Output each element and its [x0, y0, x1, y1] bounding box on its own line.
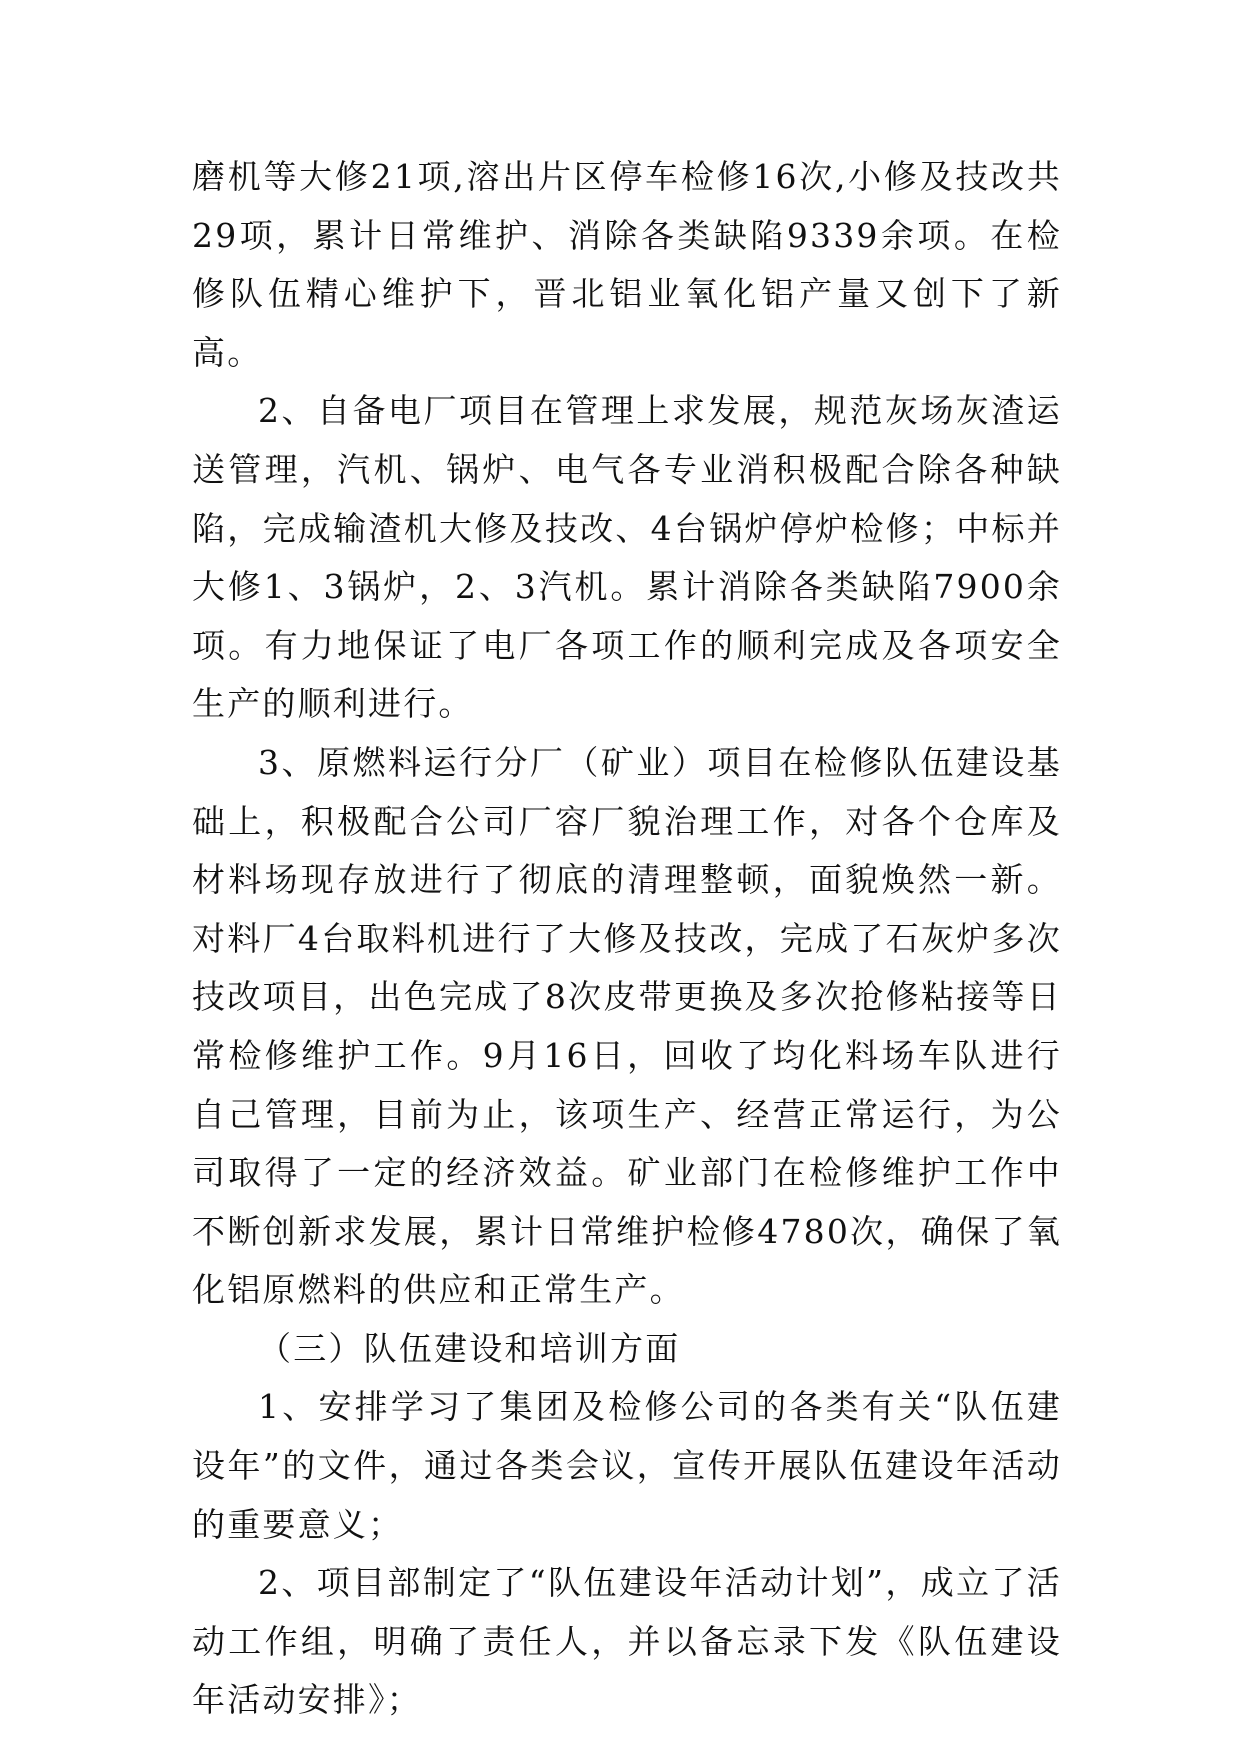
document-body — [192, 148, 1062, 1730]
paragraph-continuation: 磨机等大修21项,溶出片区停车检修16次,小修及技改共29项，累计日常维护、消除各类缺陷9339余项。在检修队伍精心维护下，晋北铝业氧化铝产量又创下了新高。 — [192, 157, 1062, 372]
section-heading-team-building: （三）队伍建设和培训方面 — [258, 1328, 681, 1368]
paragraph-mining: 3、原燃料运行分厂（矿业）项目在检修队伍建设基础上，积极配合公司厂容厂貌治理工作，对各个仓库及材料场现存放进行了彻底的清理整顿，面貌焕然一新。对料厂4台取料机进行了大修及技改，完成了石灰炉多次技改项目，出色完成了8次皮带更换及多次抢修粘接等日常检修维护工作。9月16日，回收了均化料场车队进行自己管理，目前为止，该项生产、经营正常运行，为公司取得了一定的经济效益。矿业部门在检修维护工作中不断创新求发展，累计日常维护检修4780次，确保了氧化铝原燃料的供应和正常生产。 — [192, 742, 1062, 1310]
paragraph-plan: 2、项目部制定了“队伍建设年活动计划”，成立了活动工作组，明确了责任人，并以备忘录下发《队伍建设年活动安排》； — [192, 1563, 1062, 1720]
paragraph-power-plant: 2、自备电厂项目在管理上求发展，规范灰场灰渣运送管理，汽机、锅炉、电气各专业消积极配合除各种缺陷，完成输渣机大修及技改、4台锅炉停炉检修；中标并大修1、3锅炉，2、3汽机。累计消除各类缺陷7900余项。有力地保证了电厂各项工作的顺利完成及各项安全生产的顺利进行。 — [192, 391, 1062, 724]
paragraph-study: 1、安排学习了集团及检修公司的各类有关“队伍建设年”的文件，通过各类会议，宣传开展队伍建设年活动的重要意义； — [192, 1387, 1062, 1544]
